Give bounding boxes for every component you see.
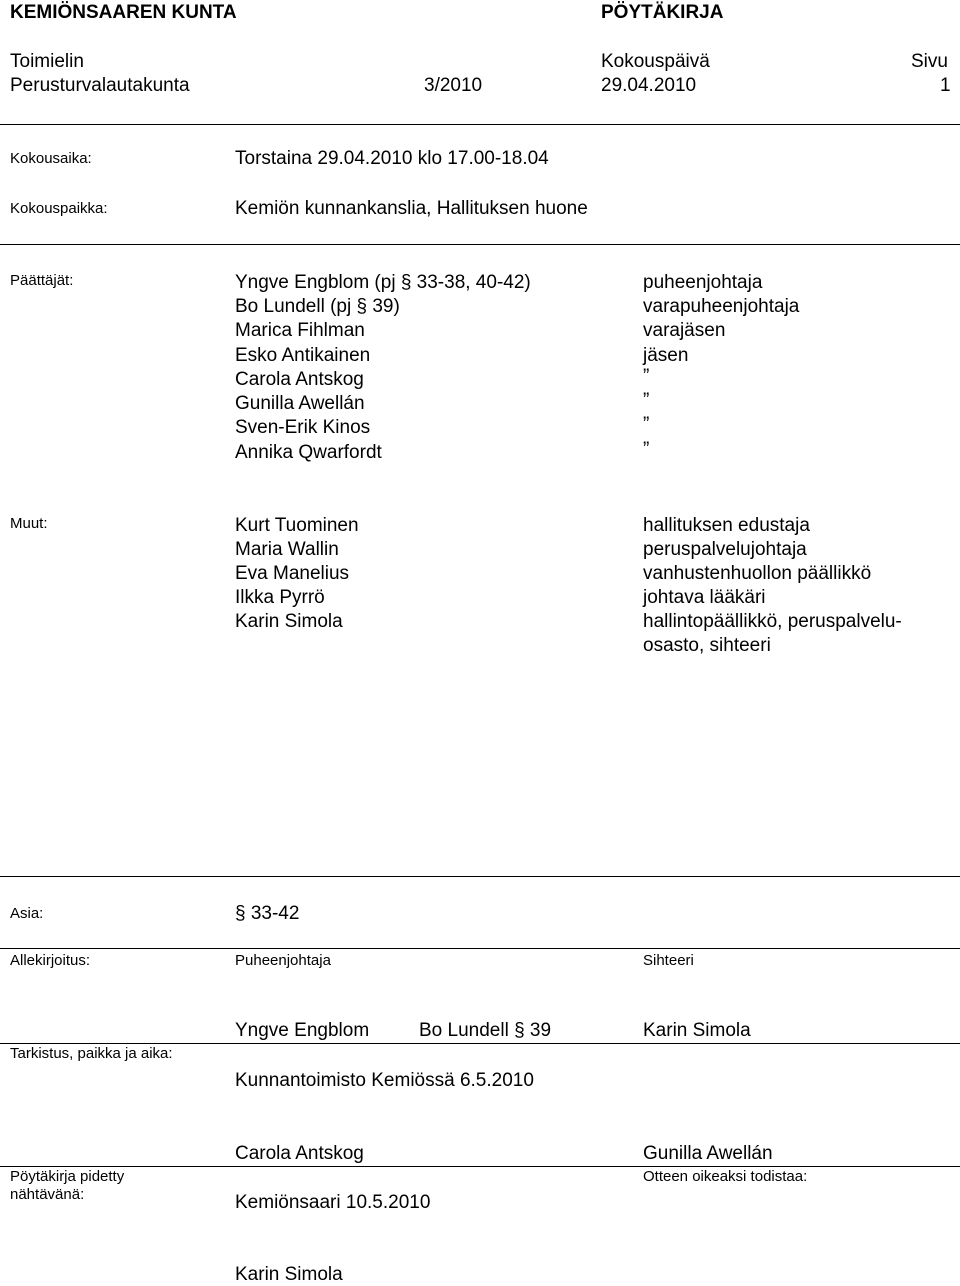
decider-role: puheenjohtaja (643, 272, 763, 293)
inspector-1: Carola Antskog (235, 1143, 364, 1164)
decider-role: jäsen (643, 345, 689, 366)
deciders-label: Päättäjät: (10, 272, 74, 289)
other-name: Ilkka Pyrrö (235, 587, 325, 608)
chair-name: Yngve Engblom (235, 1020, 370, 1041)
other-role: hallituksen edustaja (643, 515, 810, 536)
decider-name: Sven-Erik Kinos (235, 417, 371, 438)
decider-role: ” (643, 439, 650, 460)
other-name: Eva Manelius (235, 563, 350, 584)
decider-role: ” (643, 414, 650, 435)
inspection-divider (0, 1166, 960, 1167)
date-label: Kokouspäivä (601, 51, 710, 72)
decider-name: Gunilla Awellán (235, 393, 365, 414)
vice-chair-name: Bo Lundell § 39 (419, 1020, 552, 1041)
body-label: Toimielin (10, 51, 84, 72)
decider-name: Esko Antikainen (235, 345, 371, 366)
decider-name: Yngve Engblom (pj § 33-38, 40-42) (235, 272, 531, 293)
display-place-date: Kemiönsaari 10.5.2010 (235, 1192, 431, 1213)
place-divider (0, 244, 960, 245)
secretary-name: Karin Simola (643, 1020, 751, 1041)
signatures-divider (0, 1043, 960, 1044)
document-type: PÖYTÄKIRJA (601, 2, 724, 23)
header-divider (0, 124, 960, 125)
decider-name: Carola Antskog (235, 369, 364, 390)
inspector-2: Gunilla Awellán (643, 1143, 773, 1164)
signatures-label: Allekirjoitus: (10, 952, 91, 969)
inspection-label: Tarkistus, paikka ja aika: (10, 1045, 173, 1062)
other-role: johtava lääkäri (643, 587, 766, 608)
matters-bottom-divider (0, 948, 960, 949)
decider-role: varapuheenjohtaja (643, 296, 800, 317)
organization-name: KEMIÖNSAAREN KUNTA (10, 2, 237, 23)
other-role: hallintopäällikkö, peruspalvelu- (643, 611, 902, 632)
meeting-number: 3/2010 (424, 75, 483, 96)
meeting-place: Kemiön kunnankanslia, Hallituksen huone (235, 198, 588, 219)
page-label: Sivu (911, 51, 948, 72)
decider-name: Annika Qwarfordt (235, 442, 382, 463)
decider-role: varajäsen (643, 320, 726, 341)
decider-name: Marica Fihlman (235, 320, 365, 341)
page-number: 1 (940, 75, 951, 96)
inspection-place-time: Kunnantoimisto Kemiössä 6.5.2010 (235, 1070, 534, 1091)
other-role: vanhustenhuollon päällikkö (643, 563, 872, 584)
certify-label: Otteen oikeaksi todistaa: (643, 1168, 808, 1185)
matters-top-divider (0, 876, 960, 877)
decider-role: ” (643, 390, 650, 411)
meeting-time-label: Kokousaika: (10, 150, 92, 167)
certifier-name: Karin Simola (235, 1264, 343, 1285)
decider-role: ” (643, 366, 650, 387)
meeting-time: Torstaina 29.04.2010 klo 17.00-18.04 (235, 148, 549, 169)
other-role: peruspalvelujohtaja (643, 539, 807, 560)
display-label-line1: Pöytäkirja pidetty (10, 1168, 125, 1185)
chair-label: Puheenjohtaja (235, 952, 331, 969)
display-label-line2: nähtävänä: (10, 1186, 85, 1203)
other-name: Maria Wallin (235, 539, 339, 560)
matters-label: Asia: (10, 905, 44, 922)
others-label: Muut: (10, 515, 48, 532)
meeting-place-label: Kokouspaikka: (10, 200, 108, 217)
body-name: Perusturvalautakunta (10, 75, 190, 96)
other-name: Kurt Tuominen (235, 515, 359, 536)
secretary-label: Sihteeri (643, 952, 694, 969)
decider-name: Bo Lundell (pj § 39) (235, 296, 400, 317)
other-role-continuation: osasto, sihteeri (643, 635, 771, 656)
matters-value: § 33-42 (235, 903, 300, 924)
other-name: Karin Simola (235, 611, 343, 632)
meeting-date: 29.04.2010 (601, 75, 697, 96)
